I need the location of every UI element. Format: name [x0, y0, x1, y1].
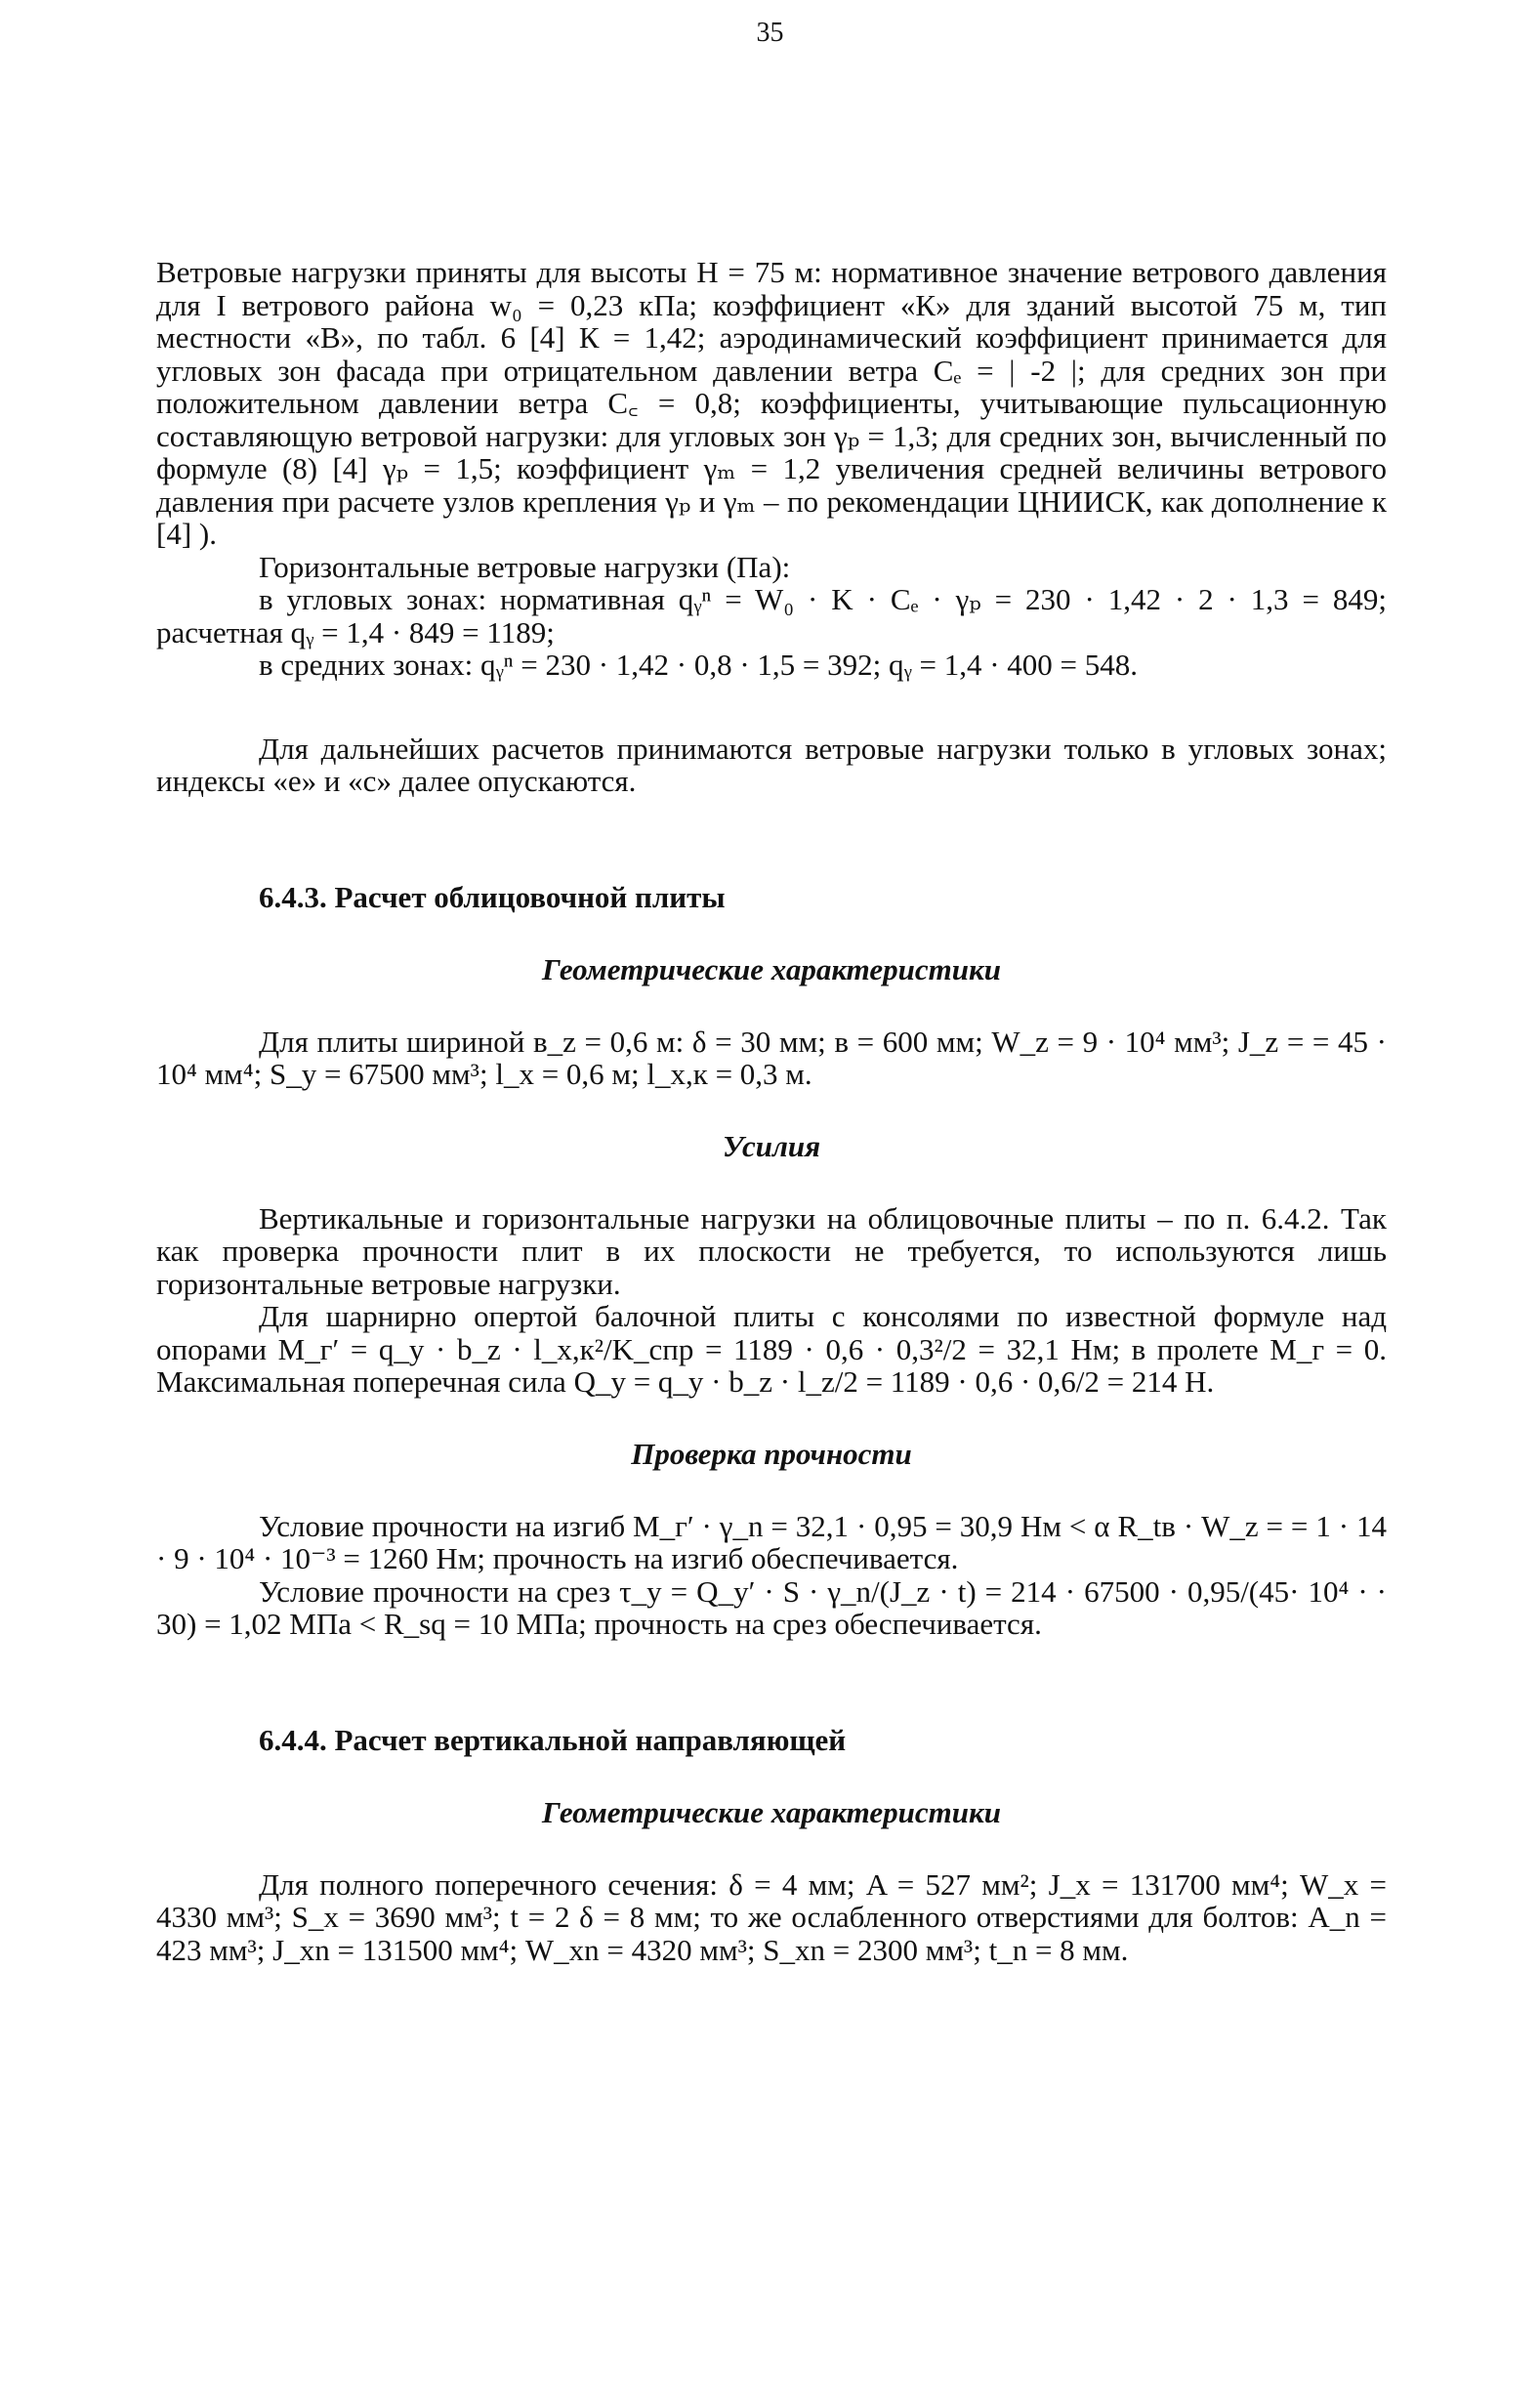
subheading-strength: Проверка прочности: [631, 1436, 912, 1471]
subheading-geometry-643: Геометрические характеристики: [542, 951, 1001, 986]
section-heading-643: 6.4.3. Расчет облицовочной плиты: [259, 879, 726, 914]
forces-paragraph-1: Вертикальные и горизонтальные нагрузки на облицовочные плиты – по п. 6.4.2. Так как проверка прочности плит в их плоскости не требуется, то используются лишь горизонтальные ветровые нагрузки.: [156, 1200, 1387, 1301]
page-number: 35: [756, 18, 784, 48]
geometry-text-644: Для полного поперечного сечения: δ = 4 мм; A = 527 мм²; J_x = 131700 мм⁴; W_x = 4330 мм³; S_x = 3690 мм³; t = 2 δ = 8 мм; то же ослабленного отверстиями для болтов: A_n = 423 мм³; J_xn = 131500 мм⁴; W_xn = 4320 мм³; S_xn = 2300 мм³; t_n = 8 мм.: [156, 1866, 1387, 1967]
strength-paragraph-1: Условие прочности на изгиб M_г′ · γ_n = 32,1 · 0,95 = 30,9 Нм < α R_tв · W_z = = 1 · 14 · 9 · 10⁴ · 10⁻³ = 1260 Нм; прочность на изгиб обеспечивается.: [156, 1508, 1387, 1575]
intro-paragraph-5: Для дальнейших расчетов принимаются ветровые нагрузки только в угловых зонах; индексы «е» и «с» далее опускаются.: [156, 731, 1387, 798]
intro-paragraph-1: Ветровые нагрузки приняты для высоты Н = 75 м: нормативное значение ветрового давления для I ветрового района w₀ = 0,23 кПа; коэффициент «К» для зданий высотой 75 м, тип местности «В», по табл. 6 [4] К = 1,42; аэродинамический коэффициент принимается для угловых зон фасада при отрицательном давлении ветра Cₑ = | -2 |; для средних зон при положительном давлении ветра C꜀ = 0,8; коэффициенты, учитывающие пульсационную составляющую ветровой нагрузки: для угловых зон γₚ = 1,3; для средних зон, вычисленный по формуле (8) [4] γₚ = 1,5; коэффициент γₘ = 1,2 увеличения средней величины ветрового давления при расчете узлов крепления γₚ и γₘ – по рекомендации ЦНИИСК, как дополнение к [4] ).: [156, 255, 1387, 551]
intro-paragraph-2: Горизонтальные ветровые нагрузки (Па):: [259, 549, 791, 584]
subheading-forces: Усилия: [722, 1128, 821, 1163]
strength-paragraph-2: Условие прочности на срез τ_y = Q_y′ · S · γ_n/(J_z · t) = 214 · 67500 · 0,95/(45· 10⁴ · · 30) = 1,02 МПа < R_sq = 10 МПа; прочность на срез обеспечивается.: [156, 1573, 1387, 1641]
intro-paragraph-3: в угловых зонах: нормативная qᵧⁿ = W₀ · K · Cₑ · γₚ = 230 · 1,42 · 2 · 1,3 = 849; расчетная qᵧ = 1,4 · 849 = 1189;: [156, 582, 1387, 649]
intro-paragraph-4: в средних зонах: qᵧⁿ = 230 · 1,42 · 0,8 · 1,5 = 392; qᵧ = 1,4 · 400 = 548.: [259, 648, 1139, 682]
geometry-text-643: Для плиты шириной в_z = 0,6 м: δ = 30 мм; в = 600 мм; W_z = 9 · 10⁴ мм³; J_z = = 45 · 10⁴ мм⁴; S_y = 67500 мм³; l_x = 0,6 м; l_x,к = 0,3 м.: [156, 1024, 1387, 1091]
forces-paragraph-2: Для шарнирно опертой балочной плиты с консолями по известной формуле над опорами M_г′ = q_y · b_z · l_x,к²/K_спр = 1189 · 0,6 · 0,3²/2 = 32,1 Нм; в пролете M_г = 0. Максимальная поперечная сила Q_y = q_y · b_z · l_z/2 = 1189 · 0,6 · 0,6/2 = 214 Н.: [156, 1299, 1387, 1399]
section-heading-644: 6.4.4. Расчет вертикальной направляющей: [259, 1722, 847, 1757]
subheading-geometry-644: Геометрические характеристики: [542, 1794, 1001, 1829]
page-body: [156, 147, 1387, 1966]
